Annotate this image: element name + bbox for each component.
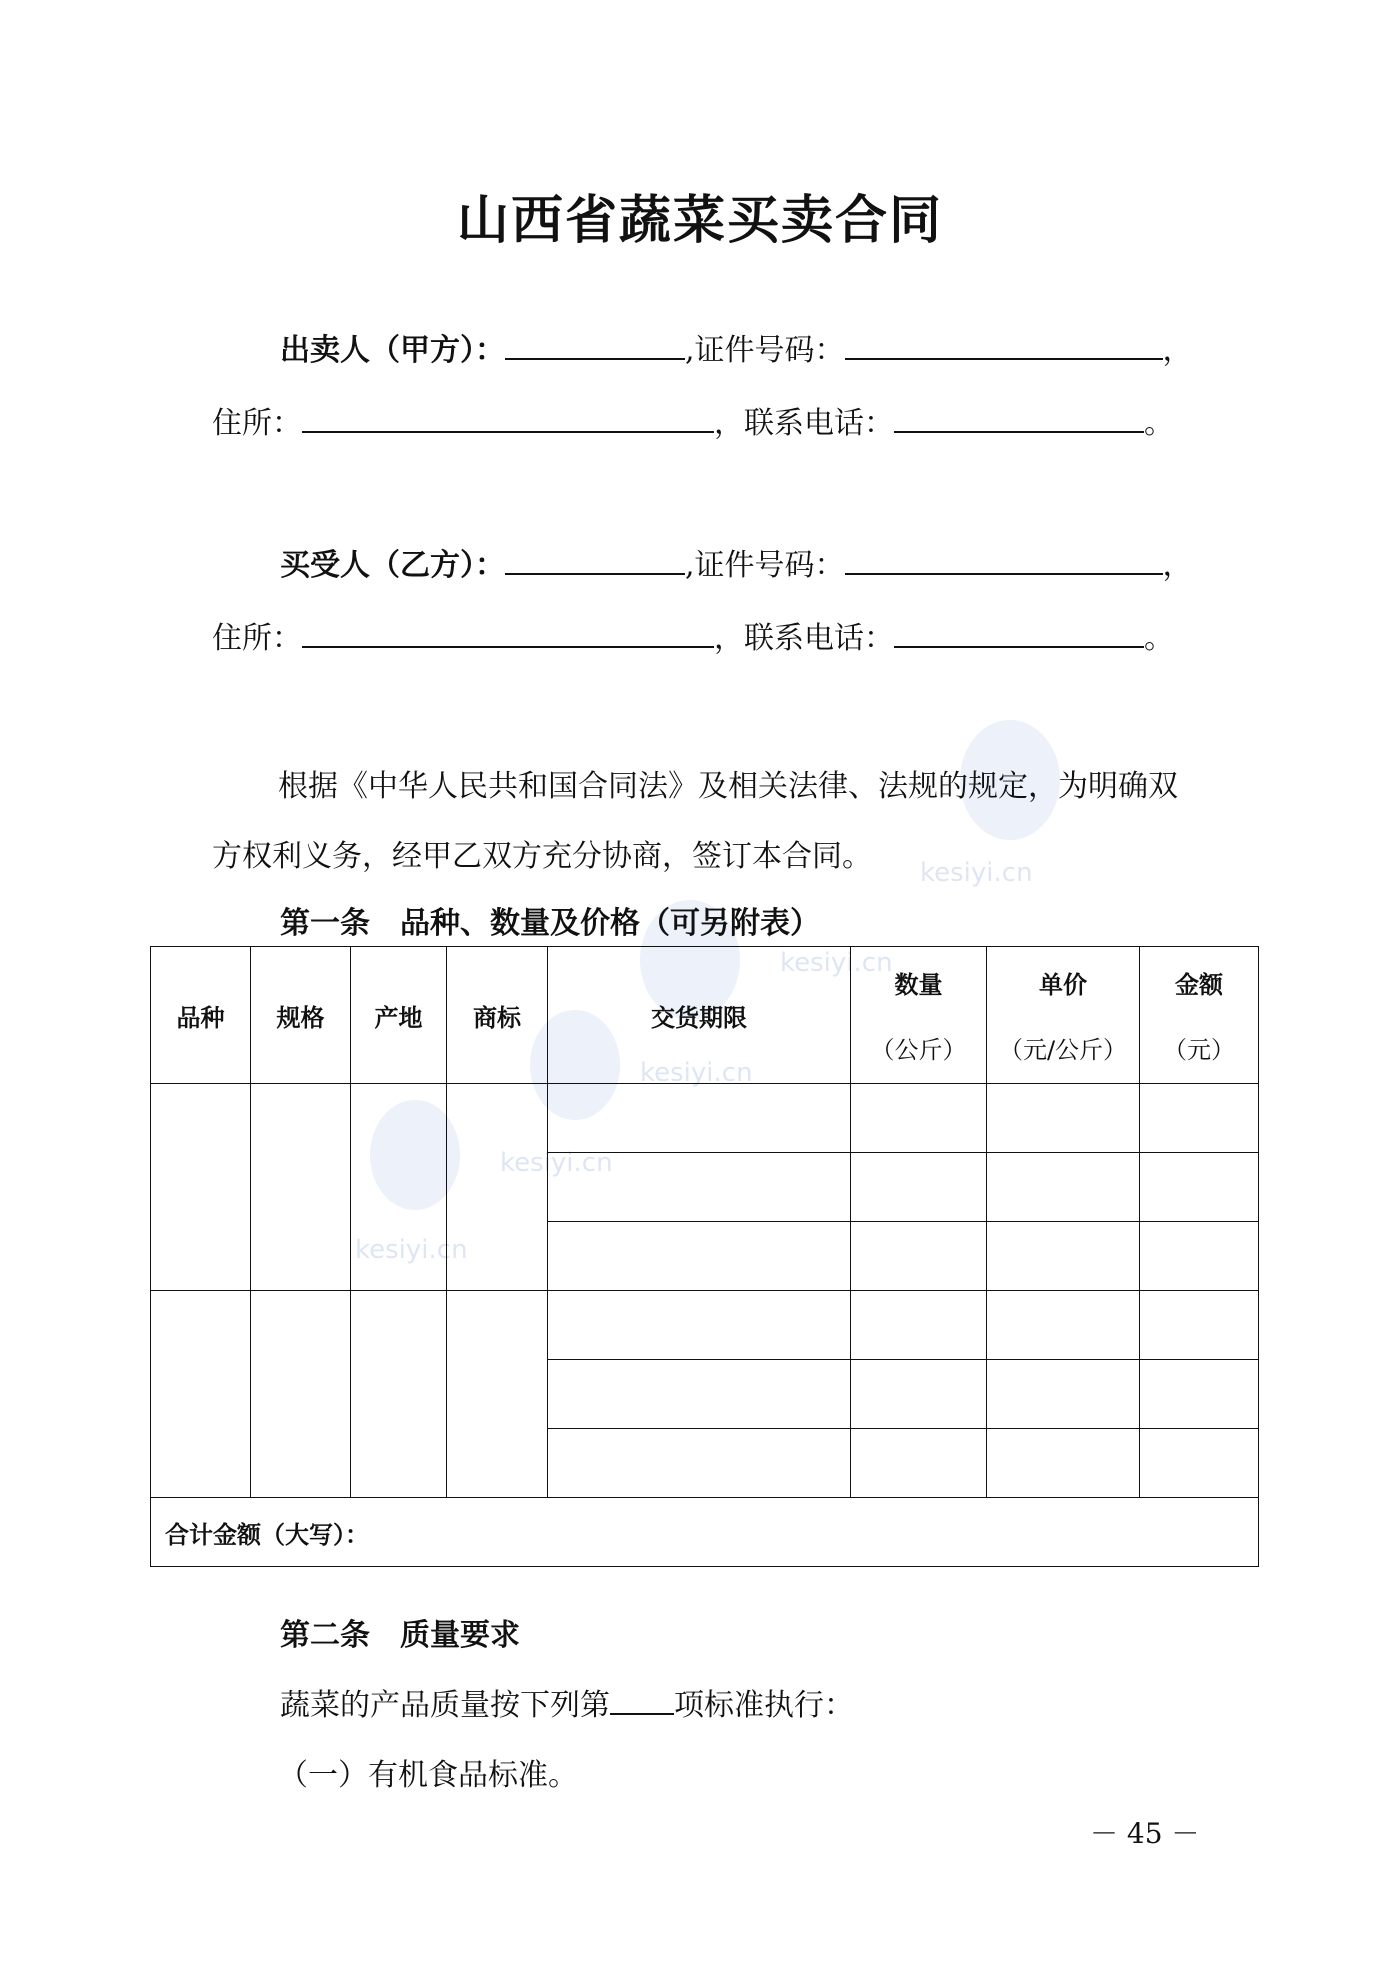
header-delivery: 交货期限	[548, 947, 851, 1084]
cell-unit-price[interactable]	[987, 1360, 1140, 1429]
punctuation: 。	[1144, 406, 1174, 441]
cell-unit-price[interactable]	[987, 1222, 1140, 1291]
cell-amount[interactable]	[1140, 1291, 1259, 1360]
cell-delivery[interactable]	[548, 1084, 851, 1153]
cell-origin[interactable]	[351, 1291, 447, 1498]
header-quantity-unit: （公斤）	[870, 1036, 967, 1064]
punctuation: ，	[1162, 548, 1193, 583]
header-amount	[1140, 947, 1259, 1084]
seller-address-line	[212, 398, 1174, 442]
cell-quantity[interactable]	[851, 1429, 987, 1498]
buyer-address-line	[212, 613, 1174, 657]
preamble: 根据《中华人民共和国合同法》及相关法律、法规的规定，为明确双方权利义务，经甲乙双方充分协商，签订本合同。	[212, 769, 1178, 874]
goods-table	[150, 946, 1259, 1567]
cell-variety[interactable]	[151, 1291, 251, 1498]
seller-id-field[interactable]	[845, 328, 1163, 360]
cell-delivery[interactable]	[548, 1222, 851, 1291]
seller-address-label: 住所：	[212, 406, 302, 441]
cell-quantity[interactable]	[851, 1360, 987, 1429]
article2-text-before: 蔬菜的产品质量按下列第	[280, 1688, 610, 1723]
header-variety: 品种	[151, 947, 251, 1084]
cell-spec[interactable]	[251, 1291, 351, 1498]
article2-text-after: 项标准执行：	[674, 1688, 854, 1723]
watermark-text: kesiyi.cn	[500, 1148, 613, 1178]
page-number: － 45 －	[1090, 1817, 1200, 1850]
cell-unit-price[interactable]	[987, 1084, 1140, 1153]
article2-title: 第二条 质量要求	[280, 1618, 520, 1653]
header-quantity-label: 数量	[894, 971, 943, 999]
cell-delivery[interactable]	[548, 1291, 851, 1360]
seller-phone-label: ，联系电话：	[714, 406, 894, 441]
buyer-address-label: 住所：	[212, 621, 302, 656]
seller-name-field[interactable]	[505, 328, 685, 360]
seller-phone-field[interactable]	[894, 401, 1144, 433]
buyer-id-label: ,证件号码：	[685, 548, 845, 583]
buyer-line	[280, 540, 1193, 584]
article1-title: 第一条 品种、数量及价格（可另附表）	[280, 906, 820, 941]
total-row	[151, 1498, 1259, 1567]
buyer-label: 买受人（乙方）：	[280, 548, 505, 583]
watermark-text: kesiyi.cn	[780, 948, 893, 978]
table-header-row	[151, 947, 1259, 1084]
cell-quantity[interactable]	[851, 1291, 987, 1360]
header-quantity	[851, 947, 987, 1084]
watermark-text: kesiyi.cn	[355, 1235, 468, 1265]
cell-unit-price[interactable]	[987, 1291, 1140, 1360]
cell-delivery[interactable]	[548, 1429, 851, 1498]
table-row	[151, 1084, 1259, 1153]
total-amount-label[interactable]: 合计金额（大写）：	[151, 1498, 1259, 1567]
header-brand: 商标	[447, 947, 548, 1084]
cell-amount[interactable]	[1140, 1360, 1259, 1429]
watermark-text: kesiyi.cn	[920, 858, 1033, 888]
cell-variety[interactable]	[151, 1084, 251, 1291]
header-spec: 规格	[251, 947, 351, 1084]
punctuation: 。	[1144, 621, 1174, 656]
buyer-address-field[interactable]	[302, 616, 714, 648]
cell-amount[interactable]	[1140, 1153, 1259, 1222]
punctuation: ，	[1162, 333, 1193, 368]
cell-brand[interactable]	[447, 1291, 548, 1498]
seller-label: 出卖人（甲方）：	[280, 333, 505, 368]
cell-unit-price[interactable]	[987, 1429, 1140, 1498]
cell-amount[interactable]	[1140, 1429, 1259, 1498]
cell-quantity[interactable]	[851, 1084, 987, 1153]
cell-spec[interactable]	[251, 1084, 351, 1291]
cell-origin[interactable]	[351, 1084, 447, 1291]
cell-delivery[interactable]	[548, 1153, 851, 1222]
cell-amount[interactable]	[1140, 1222, 1259, 1291]
article2-text	[280, 1680, 854, 1724]
watermark-text: kesiyi.cn	[640, 1058, 753, 1088]
header-price-unit: （元/公斤）	[998, 1036, 1128, 1064]
buyer-id-field[interactable]	[845, 543, 1163, 575]
cell-quantity[interactable]	[851, 1222, 987, 1291]
buyer-phone-label: ，联系电话：	[714, 621, 894, 656]
standard-number-field[interactable]	[610, 1683, 674, 1715]
cell-brand[interactable]	[447, 1084, 548, 1291]
header-amount-unit: （元）	[1163, 1036, 1235, 1064]
seller-id-label: ,证件号码：	[685, 333, 845, 368]
cell-unit-price[interactable]	[987, 1153, 1140, 1222]
header-origin: 产地	[351, 947, 447, 1084]
header-unit-price	[987, 947, 1140, 1084]
cell-delivery[interactable]	[548, 1360, 851, 1429]
standard-item-1: （一）有机食品标准。	[278, 1758, 578, 1793]
table-row	[151, 1291, 1259, 1360]
buyer-phone-field[interactable]	[894, 616, 1144, 648]
cell-quantity[interactable]	[851, 1153, 987, 1222]
seller-line	[280, 325, 1193, 369]
seller-address-field[interactable]	[302, 401, 714, 433]
cell-amount[interactable]	[1140, 1084, 1259, 1153]
header-price-label: 单价	[1039, 971, 1087, 999]
header-amount-label: 金额	[1175, 971, 1223, 999]
buyer-name-field[interactable]	[505, 543, 685, 575]
document-title: 山西省蔬菜买卖合同	[456, 191, 943, 251]
